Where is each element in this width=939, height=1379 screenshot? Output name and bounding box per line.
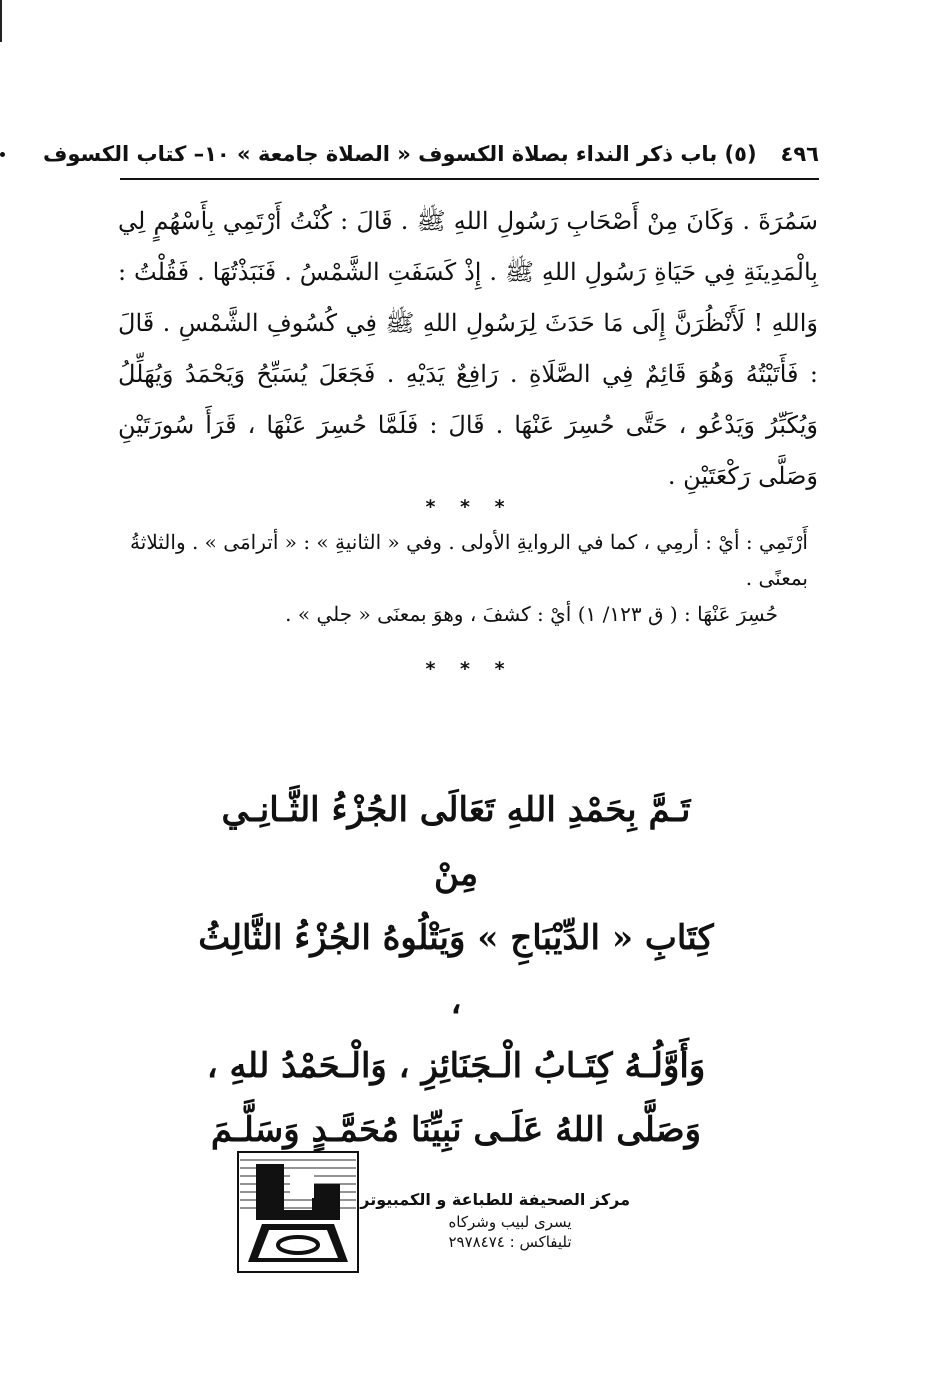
footnote-irtami: أَرْتَمِي : أيْ : أرمِي ، كما في الروايةِ الأولى . وفي « الثانيةِ » : « أترامَى » . والثلاثةُ بمعنًى . [130,530,808,590]
page-margin-dot [0,152,5,157]
press-fax: تليفاكس : ٢٩٧٨٤٧٤ [448,1233,572,1251]
section-separator: * * * [425,658,514,680]
running-head [42,134,819,174]
press-info [360,1188,630,1252]
hadith-paragraph: سَمُرَةَ . وَكَانَ مِنْ أَصْحَابِ رَسُولِ اللهِ ﷺ . قَالَ : كُنْتُ أَرْتَمِي بِأَسْهُمٍ لِي بِالْمَدِينَةِ فِي حَيَاةِ رَسُولِ اللهِ ﷺ . إِذْ كَسَفَتِ الشَّمْسُ . فَنَبَذْتُهَا . فَقُلْتُ : وَاللهِ ! لَأَنْظُرَنَّ إِلَى مَا حَدَثَ لِرَسُولِ اللهِ ﷺ فِي كُسُوفِ الشَّمْسِ . قَالَ : فَأَتَيْتُهُ وَهُوَ قَائِمٌ فِي الصَّلَاةِ . رَافِعٌ يَدَيْهِ . فَجَعَلَ يُسَبِّحُ وَيَحْمَدُ وَيُهَلِّلُ وَيُكَبِّرُ وَيَدْعُو ، حَتَّى حُسِرَ عَنْهَا . قَالَ : فَلَمَّا حُسِرَ عَنْهَا ، قَرَأَ سُورَتَيْنِ وَصَلَّى رَكْعَتَيْنِ . [118,207,818,490]
page-edge-mark [0,0,2,42]
press-logo-icon [236,1150,360,1274]
header-rule [120,178,819,180]
page-number: ٤٩٦ [780,142,819,166]
footnotes [118,524,808,632]
colophon [196,778,716,1162]
main-text [118,196,818,502]
colophon-line: كِتَابِ « الدِّيْبَاجِ » وَيَتْلُوهُ الجُزْءُ الثَّالِثُ ، [198,918,714,1022]
colophon-line: وَأَوَّلُـهُ كِتَـابُ الْـجَنَائِزِ ، وَالْـحَمْدُ للهِ ، [206,1046,706,1086]
press-owner: يسرى لبيب وشركاه [448,1213,572,1231]
colophon-line: وَصَلَّى اللهُ عَلَـى نَبِيِّنَا مُحَمَّـدٍ وَسَلَّـمَ [210,1110,702,1150]
footnote-husira: حُسِرَ عَنْهَا : ( ق ١٢٣/ ١) أيْ : كشفَ ، وهوَ بمعنَى « جلي » . [285,602,778,626]
colophon-line: تَـمَّ بِحَمْدِ اللهِ تَعَالَى الجُزْءُ الثَّـانِـي مِنْ [221,790,691,894]
section-separator: * * * [425,496,514,518]
press-name: مركز الصحيفة للطباعة و الكمبيوتر [360,1190,630,1209]
chapter-title: (٥) باب ذكر النداء بصلاة الكسوف « الصلاة جامعة » ١٠– كتاب الكسوف [42,142,757,166]
